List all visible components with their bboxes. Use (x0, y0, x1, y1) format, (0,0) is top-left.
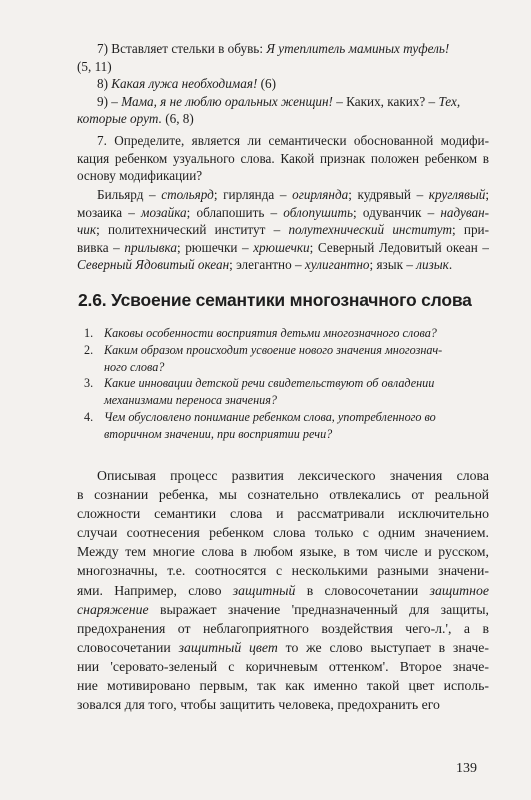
task-line: кация ребенком узуального слова. Какой признак положен ребенком в (77, 150, 489, 166)
task-line: 7. Определите, является ли семантически обоснованной модифи- (97, 133, 489, 148)
question-continuation: ного слова? (104, 359, 165, 374)
quote-line: 8) Какая лужа необходимая! (6) (97, 76, 277, 92)
paragraph-line: снаряжение выражает значение 'предназначенный для защиты, (77, 601, 489, 617)
paragraph-line: в сознании ребенка, мы сознательно отвлекались от реальной (77, 487, 489, 503)
paragraph-line: ние мотивировано первым, так как именно такой цвет исполь- (77, 678, 489, 694)
paragraph-line: зовался для того, чтобы защитить человека, предохранить его (77, 697, 440, 713)
quote-line: 7) Вставляет стельки в обувь: Я утеплитель маминых туфель! (97, 41, 450, 56)
paragraph-line: многозначны, т.е. соотносятся с несколькими разными значени- (77, 563, 489, 579)
quote-line: которые орут. (6, 8) (77, 111, 194, 127)
example-line: чик; политехнический институт – полутехнический институт; при- (77, 222, 489, 238)
paragraph-line: Описывая процесс развития лексического значения слова (97, 468, 489, 483)
paragraph-line: предохранения от неблагоприятного воздействия чего-л.', а в (77, 620, 489, 636)
paragraph-line: Между тем многие слова в любом языке, в том числе и русском, (77, 544, 489, 560)
paragraph-line: случаи соотнесения ребенком слова только с одним значением. (77, 525, 489, 541)
question-item: 2. Каким образом происходит усвоение нового значения многознач- (84, 342, 443, 357)
example-line: вивка – прилывка; рюшечки – хрюшечки; Северный Ледовитый океан – (77, 239, 489, 255)
question-continuation: вторичном значении, при восприятии речи? (104, 426, 333, 441)
question-item: 1. Каковы особенности восприятия детьми многозначного слова? (84, 326, 437, 340)
paragraph-line: ями. Например, слово защитный в словосочетании защитное (77, 582, 489, 598)
task-7 (77, 132, 489, 185)
section-number: 2.6. (78, 290, 107, 310)
child-quotes (77, 40, 489, 128)
examples-list (77, 186, 489, 274)
questions-list (82, 325, 490, 443)
example-line: Северный Ядовитый океан; элегантно – хулигантно; язык – лизык. (77, 257, 453, 273)
main-paragraph (77, 466, 489, 714)
question-item: 4. Чем обусловлено понимание ребенком слова, употребленного во (84, 409, 436, 424)
paragraph-line: словосочетании защитный цвет то же слово выступает в значе- (77, 639, 489, 655)
question-item: 3. Какие инновации детской речи свидетельствуют об овладении (84, 376, 435, 391)
quote-line: 9) – Мама, я не люблю оральных женщин! – Каких, каких? – Тех, (97, 93, 461, 109)
quote-line: (5, 11) (77, 58, 112, 74)
example-line: Бильярд – стольярд; гирлянда – огирлянда; кудрявый – круглявый; (97, 187, 489, 202)
question-continuation: механизмами переноса значения? (104, 393, 277, 408)
paragraph-line: сложности семантики слова и рассматривали исключительно (77, 506, 489, 522)
example-line: мозаика – мозайка; облапошить – облопушить; одуванчик – надуван- (77, 204, 489, 220)
page-number: 139 (456, 761, 477, 776)
section-title: Усвоение семантики многозначного слова (111, 290, 472, 310)
paragraph-line: нии 'серовато-зеленый с коричневым оттенком'. Второе значе- (77, 658, 489, 674)
section-heading (78, 290, 472, 311)
task-line: основу модификации? (77, 168, 203, 184)
